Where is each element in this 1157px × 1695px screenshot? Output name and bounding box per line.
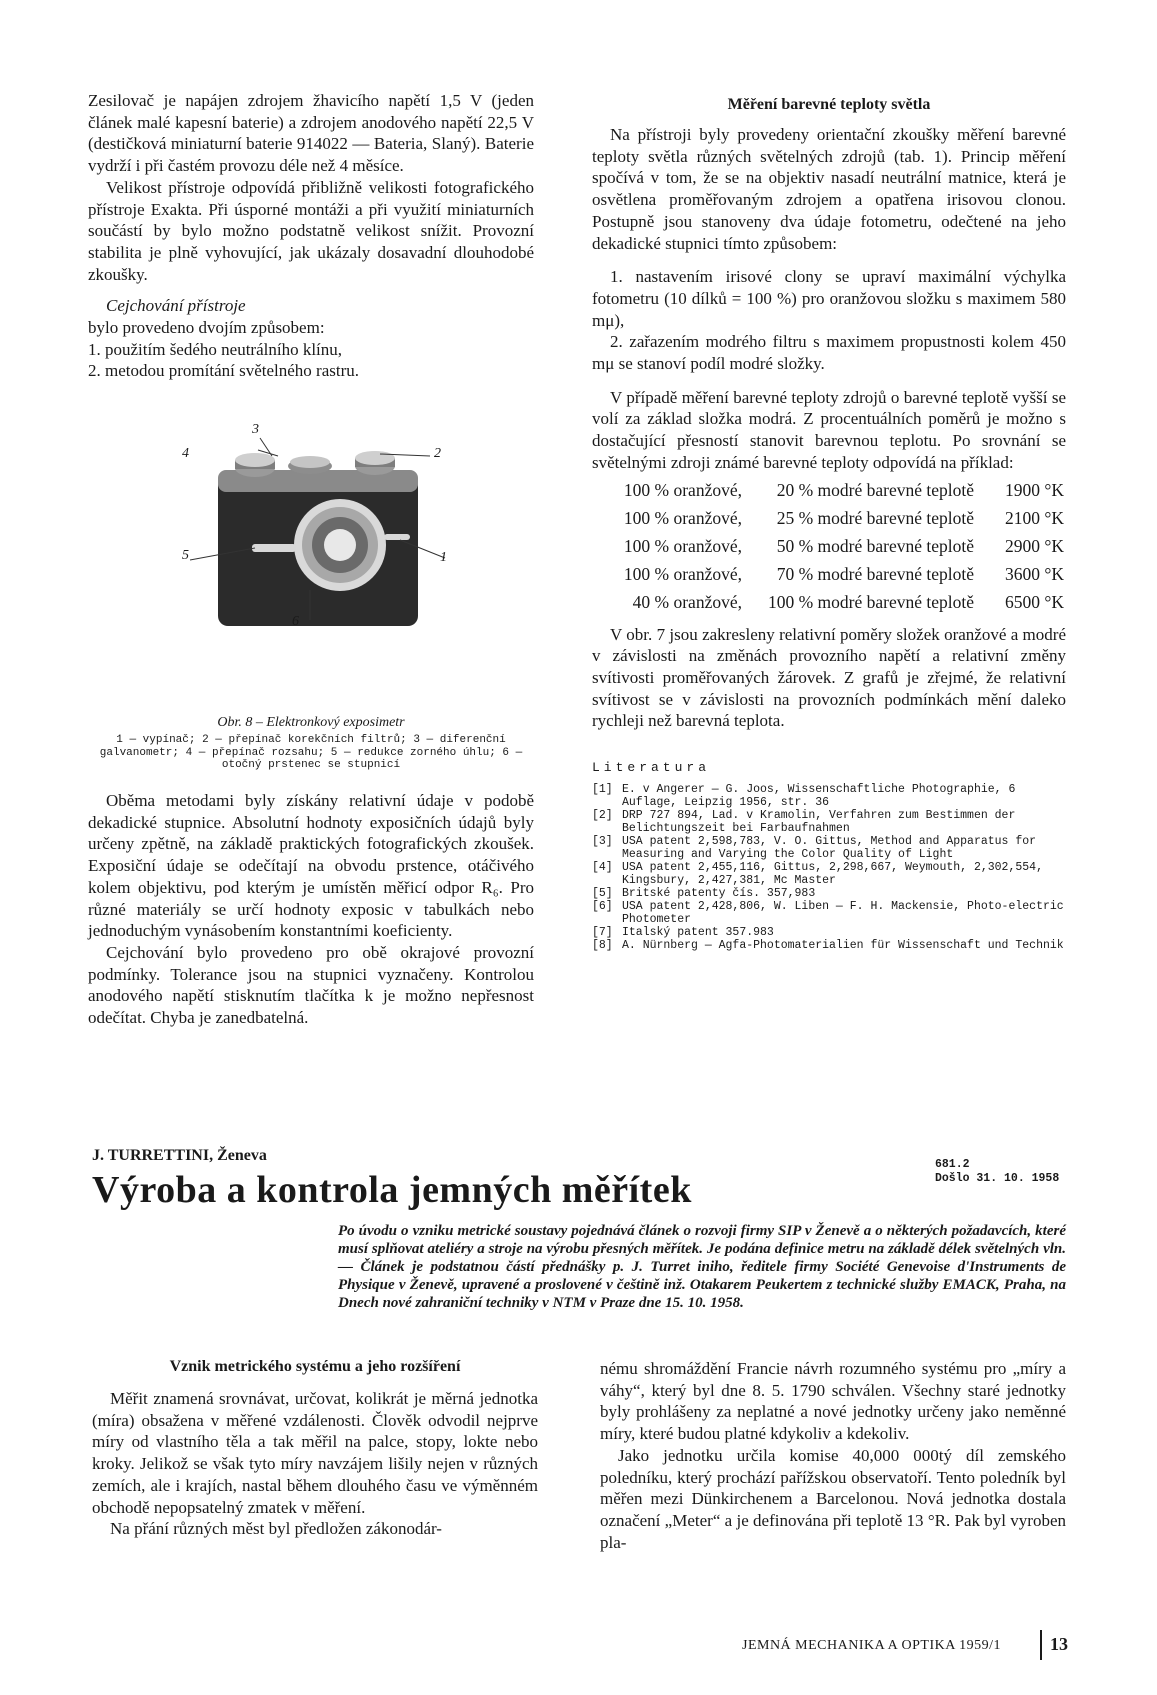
reference-list xyxy=(592,783,1066,952)
list-item: [5] Britské patenty čís. 357,983 xyxy=(592,887,816,901)
list-item: [1] E. v Angerer — G. Joos, Wissenschaftliche Photographie, 6 Auflage, Leipzig 1956, str. 36 xyxy=(592,783,1016,810)
footer-divider xyxy=(1040,1630,1042,1660)
table-row: 100 % oranžové, 50 % modré barevné teplotě 2900 °K xyxy=(623,535,1064,556)
right-column xyxy=(592,96,1066,952)
list-item-1: 1. použitím šedého neutrálního klínu, xyxy=(88,339,343,359)
list-item: [3] USA patent 2,598,783, V. O. Gittus, Method and Apparatus for Measuring and Varying the Color Quality of Light xyxy=(592,835,1037,862)
left-paragraph-4: Oběma metodami byly získány relativní údaje v podobě dekadické stupnice. Absolutní hodnoty exposičních údajů byly určeny zpětně, na základě praktických fotografických zkoušek. Exposiční údaje se odečítají na obvodu prstence, otáčivého kolem objektivu, pod kterým je umístěn měřicí odpor R₆. Pro různé materiály se určí hodnoty exposic v tabulkách nebo jednoduchým vynásobením konstantními koeficienty. xyxy=(88,791,534,941)
left-paragraph-5: Cejchování bylo provedeno pro obě okrajové provozní podmínky. Tolerance jsou na stupnici vyznačeny. Kontrolou anodového napětí stisknutím tlačítka k je možno nepřesnost odečítat. Chyba je zanedbatelná. xyxy=(88,942,534,1028)
list-item: [6] USA patent 2,428,806, W. Liben — F. H. Mackensie, Photo-electric Photometer xyxy=(592,900,1064,927)
table-row: 100 % oranžové, 20 % modré barevné teplotě 1900 °K xyxy=(623,479,1064,500)
figure-exposimeter xyxy=(160,420,490,660)
literature-heading: Literatura xyxy=(592,760,711,776)
calibration-subheading: Cejchování přístroje xyxy=(106,296,246,316)
article-left-column xyxy=(92,1358,538,1540)
left-column xyxy=(88,90,534,382)
table-row: 40 % oranžové, 100 % modré barevné teplotě 6500 °K xyxy=(632,591,1064,612)
list-item-2: 2. metodou promítání světelného rastru. xyxy=(88,361,359,381)
figure-label-1: 1 xyxy=(440,550,447,565)
article-left-paragraph-1: Měřit znamená srovnávat, určovat, kolikrát je měrná jednotka (míra) obsažena v měřené vzdálenosti. Člověk odvodil nejprve míry od vlastního těla a tak měřil na palce, stopy, lokte nebo kroky. Jelikož se však tyto míry navzájem lišily nejen v různých zemích, ale i krajích, nastal během dlouhého času ve výměnném obchodě nepopsatelný zmatek v měření. xyxy=(92,1389,538,1517)
article-left-paragraph-2: Na přání různých měst byl předložen zákonodár- xyxy=(110,1519,442,1539)
list-item: [7] Italský patent 357.983 xyxy=(592,926,774,940)
color-temperature-heading: Měření barevné teploty světla xyxy=(727,96,931,113)
article-right-paragraph-1: nému shromáždění Francie návrh rozumného systému pro „míry a váhy“, který byl dne 8. 5. 1790 schválen. Všechny staré jednotky byly prohlášeny za neplatné a nové jednotky určeny jako neměnné míry, které budou platné kdykoliv a kdekoliv. xyxy=(600,1359,1066,1444)
left-paragraph-1: Zesilovač je napájen zdrojem žhavicího napětí 1,5 V (jeden článek malé kapesní baterie) a zdrojem anodového napětí 22,5 V (destičková miniaturní baterie 914022 — Bateria, Slaný). Baterie vydrží i při častém provozu déle než 4 měsíce. xyxy=(88,91,534,176)
caption-legend: 1 — vypínač; 2 — přepínač korekčních filtrů; 3 — diferenční galvanometr; 4 — přepínač rozsahu; 5 — redukce zorného úhlu; 6 — otočný prstenec se stupnicí xyxy=(99,734,523,771)
footer-journal: JEMNÁ MECHANIKA A OPTIKA 1959/1 xyxy=(742,1638,1001,1653)
right-paragraph-3: V obr. 7 jsou zakresleny relativní poměry složek oranžové a modré v závislosti na změnách provozního napětí a relativní změny svítivosti proměřovaných žárovek. Z grafů je zřejmé, že relativní svítivost se v závislosti na provozních podmínkách mění daleko rychleji než barevná teplota. xyxy=(592,624,1066,731)
left-column-lower xyxy=(88,790,534,1029)
measure-item-1: 1. nastavením irisové clony se upraví maximální výchylka fotometru (10 dílků = 100 %) pro oranžovou složku s maximem 580 mμ), xyxy=(592,267,1066,330)
measure-item-2: 2. zařazením modrého filtru s maximem propustnosti kolem 450 mμ se stanoví podíl modré složky. xyxy=(592,332,1066,374)
list-item: [4] USA patent 2,455,116, Gittus, 2,298,667, Weymouth, 2,302,554, Kingsbury, 2,427,381, Mc Master xyxy=(592,861,1043,888)
article-right-paragraph-2: Jako jednotku určila komise 40,000 000tý díl zemského poledníku, který prochází pařížskou observatoří. Tento poledník byl měřen mezi Dünkirchenem a Barcelonou. Nová jednotka dostala označení „Meter“ a je definována při teplotě 13 °R. Pak byl vyroben pla- xyxy=(600,1445,1066,1552)
figure-caption xyxy=(88,714,534,772)
caption-title: Obr. 8 – Elektronkový exposimetr xyxy=(217,715,405,730)
list-item: [8] A. Nürnberg — Agfa-Photomaterialien für Wissenschaft und Technik xyxy=(592,939,1064,953)
table-row: 100 % oranžové, 70 % modré barevné teplotě 3600 °K xyxy=(623,563,1064,584)
article-author: J. TURRETTINI, Ženeva xyxy=(92,1147,267,1164)
list-item: [2] DRP 727 894, Lad. v Kramolin, Verfahren zum Bestimmen der Belichtungszeit bei Farbaufnahmen xyxy=(592,809,1016,836)
left-paragraph-2: Velikost přístroje odpovídá přibližně velikosti fotografického přístroje Exakta. Při úsporné montáži a při využití miniaturních součástí by bylo možno podstatně velikost snížit. Provozní stabilita je plně vyhovující, jak ukázaly dosavadní dlouhodobé zkoušky. xyxy=(88,177,534,284)
article-code: 681.2 xyxy=(935,1158,970,1171)
section-heading-metric-system: Vznik metrického systému a jeho rozšíření xyxy=(169,1358,461,1375)
article-abstract-box xyxy=(338,1222,1066,1312)
page-number: 13 xyxy=(1050,1634,1068,1654)
article-title: Výroba a kontrola jemných měřítek xyxy=(92,1169,692,1211)
article-right-column xyxy=(600,1358,1066,1553)
figure-label-4: 4 xyxy=(182,446,189,461)
article-received-date: Došlo 31. 10. 1958 xyxy=(935,1172,1060,1185)
article-abstract: Po úvodu o vzniku metrické soustavy pojednává článek o rozvoji firmy SIP v Ženevě a o některých požadavcích, které musí splňovat ateliéry a stroje na výrobu přesných měřítek. Je podána definice metru na základě délek světelných vln.— Článek je podstatnou částí přednášky p. J. Turret iniho, ředitele firmy Société Genevoise d'Instruments de Physique v Ženevě, upravené a proslovené v češtině inž. Otakarem Peukertem z technické služby EMACK, Praha, na Dnech nové zahraniční techniky v NTM v Praze dne 15. 10. 1958. xyxy=(338,1223,1066,1311)
figure-label-3: 3 xyxy=(252,422,259,437)
figure-label-6: 6 xyxy=(292,614,299,629)
table-row: 100 % oranžové, 25 % modré barevné teplotě 2100 °K xyxy=(623,507,1064,528)
figure-label-2: 2 xyxy=(434,446,441,461)
right-paragraph-1: Na přístroji byly provedeny orientační zkoušky měření barevné teploty světla různých světelných zdrojů (tab. 1). Princip měření spočívá v tom, že se na objektiv nasadí neutrální matnice, která je osvětlena proměřovaným zdrojem a opatřena irisovou clonou. Postupně jsou stanoveny dva údaje fotometru, odečtené na jeho dekadické stupnici tímto způsobem: xyxy=(592,125,1066,253)
color-temperature-table xyxy=(592,476,1066,616)
figure-label-5: 5 xyxy=(182,548,189,563)
left-paragraph-3: bylo provedeno dvojím způsobem: xyxy=(88,318,325,338)
right-paragraph-2: V případě měření barevné teploty zdrojů o barevné teplotě vyšší se volí za základ složka modrá. Z procentuálních poměrů je možno s dostačující přesností stanovit barevnou teplotu. Po srovnání se světelnými zdroji známé barevné teploty odpovídá na příklad: xyxy=(592,387,1066,472)
